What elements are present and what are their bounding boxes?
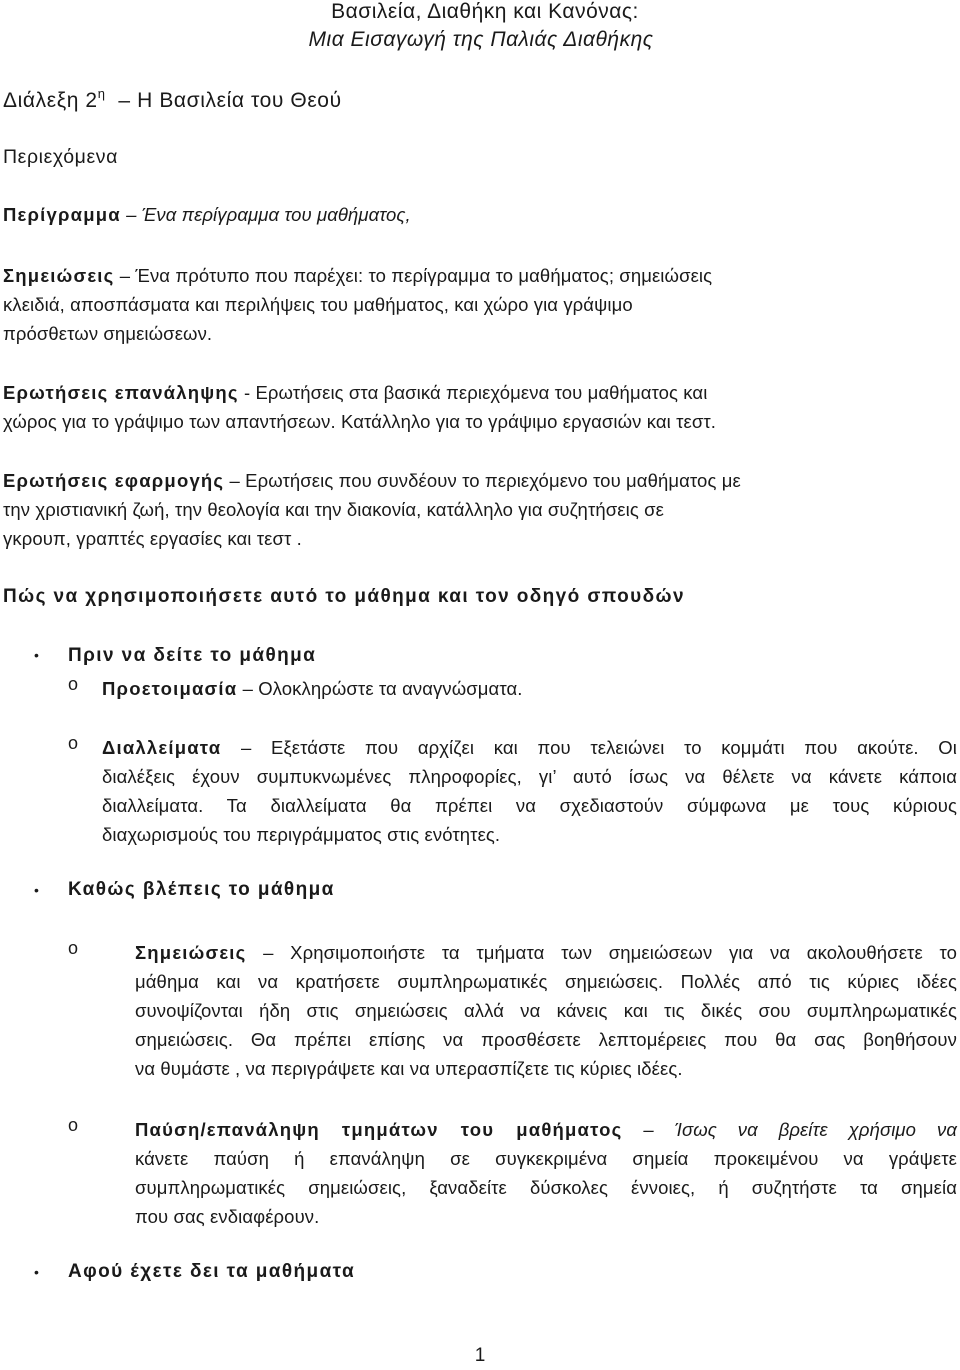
contents-heading: Περιεχόμενα [3, 146, 119, 168]
during-notes-item [135, 938, 957, 1083]
notes-term: Σημειώσεις [3, 265, 115, 286]
review-questions-paragraph [3, 378, 953, 436]
pause-line3: συμπληρωματικές σημειώσεις, ξαναδείτε δύσκολες έννοιες, ή συζητήστε τα σημεία [135, 1177, 957, 1198]
pause-bullet-symbol: o [68, 1115, 79, 1135]
lecture-heading [3, 86, 342, 113]
outline-paragraph [3, 200, 411, 229]
document-title [0, 0, 960, 24]
how-to-heading: Πώς να χρησιμοποιήσετε αυτό το μάθημα και τον οδηγό σπουδών [3, 586, 685, 607]
breaks-line3: διαλλείματα. Τα διαλλείματα θα πρέπει να σχεδιαστούν σύμφωνα με τους κύριους [102, 795, 957, 816]
breaks-item [102, 733, 957, 849]
during-notes-line5: να θυμάστε , να περιγράψετε και να υπερασπίζετε τις κύριες ιδέες. [135, 1058, 683, 1079]
lecture-prefix: Διάλεξη 2 [3, 89, 98, 112]
during-heading: Καθώς βλέπεις το μάθημα [68, 879, 335, 900]
application-questions-line1: – Ερωτήσεις που συνδέουν το περιεχόμενο του μαθήματος με [224, 470, 741, 491]
during-notes-line1: – Χρησιμοποιήστε τα τμήματα των σημειώσεων για να ακολουθήσετε το [246, 942, 957, 963]
breaks-bullet-symbol: o [68, 733, 79, 753]
before-heading: Πριν να δείτε το μάθημα [68, 645, 317, 666]
application-questions-line2: την χριστιανική ζωή, την θεολογία και την διακονία, κατάλληλο για συζητήσεις σε [3, 499, 664, 520]
pause-term: Παύση/επανάληψη τμημάτων του μαθήματος [135, 1119, 623, 1140]
pause-item [135, 1115, 957, 1231]
notes-line2: κλειδιά, αποσπάσματα και περιλήψεις του μαθήματος, και χώρο για γράψιμο [3, 294, 633, 315]
prep-item [102, 674, 523, 703]
review-questions-line1: - Ερωτήσεις στα βασικά περιεχόμενα του μαθήματος και [238, 382, 708, 403]
during-notes-bullet-symbol: o [68, 938, 79, 958]
breaks-line4: διαχωρισμούς του περιγράμματος στις ενότητες. [102, 824, 501, 845]
application-questions-term: Ερωτήσεις εφαρμογής [3, 470, 225, 491]
lecture-suffix: – Η Βασιλεία του Θεού [105, 89, 342, 112]
notes-line3: πρόσθετων σημειώσεων. [3, 323, 213, 344]
breaks-term: Διαλλείματα [102, 737, 222, 758]
during-notes-line3: συνοψίζονται ήδη στις σημειώσεις αλλά να κάνεις και τις δικές σου συμπληρωματικές [135, 1000, 957, 1021]
breaks-line2: διαλέξεις έχουν συμπυκνωμένες πληροφορίες, γι’ αυτό ίσως να θέλετε να κάνετε κάποια [102, 766, 957, 787]
page-number-value: 1 [474, 1345, 486, 1366]
application-questions-line3: γκρουπ, γραπτές εργασίες και τεστ . [3, 528, 302, 549]
page-number [0, 1345, 960, 1367]
breaks-line1: – Εξετάστε που αρχίζει και που τελειώνει το κομμάτι που ακούτε. Οι [221, 737, 957, 758]
pause-line4: που σας ενδιαφέρουν. [135, 1206, 320, 1227]
notes-line1: – Ένα πρότυπο που παρέχει: το περίγραμμα το μαθήματος; σημειώσεις [114, 265, 713, 286]
during-notes-term: Σημειώσεις [135, 942, 247, 963]
document-title-line2: Μια Εισαγωγή της Παλιάς Διαθήκης [308, 28, 654, 51]
application-questions-paragraph [3, 466, 953, 553]
prep-bullet-symbol: o [68, 674, 79, 694]
prep-text: – Ολοκληρώστε τα αναγνώσματα. [237, 678, 523, 699]
bullet-before-symbol: • [34, 647, 39, 663]
bullet-after-symbol: • [34, 1264, 39, 1280]
outline-term: Περίγραμμα [3, 204, 121, 225]
lecture-superscript: η [97, 86, 106, 101]
review-questions-line2: χώρος για το γράψιμο των απαντήσεων. Κατάλληλο για το γράψιμο εργασιών και τεστ. [3, 411, 717, 432]
pause-line2: κάνετε παύση ή επανάληψη σε συγκεκριμένα σημεία προκειμένου να γράψετε [135, 1148, 957, 1169]
outline-text: – Ένα περίγραμμα του μαθήματος, [120, 204, 411, 225]
prep-term: Προετοιμασία [102, 678, 238, 699]
during-notes-line4: σημειώσεις. Θα πρέπει επίσης να προσθέσετε λεπτομέρειες που θα σας βοηθήσουν [135, 1029, 957, 1050]
document-subtitle [0, 28, 960, 52]
document-title-line1: Βασιλεία, Διαθήκη και Κανόνας: [331, 0, 639, 23]
bullet-during-symbol: • [34, 882, 39, 898]
during-notes-line2: μάθημα και να κρατήσετε συμπληρωματικές σημειώσεις. Πολλές από τις κύριες ιδέες [135, 971, 957, 992]
review-questions-term: Ερωτήσεις επανάληψης [3, 382, 239, 403]
after-heading: Αφού έχετε δει τα μαθήματα [68, 1261, 356, 1282]
pause-line1: – Ίσως να βρείτε χρήσιμο να [622, 1119, 957, 1140]
notes-paragraph [3, 261, 953, 348]
